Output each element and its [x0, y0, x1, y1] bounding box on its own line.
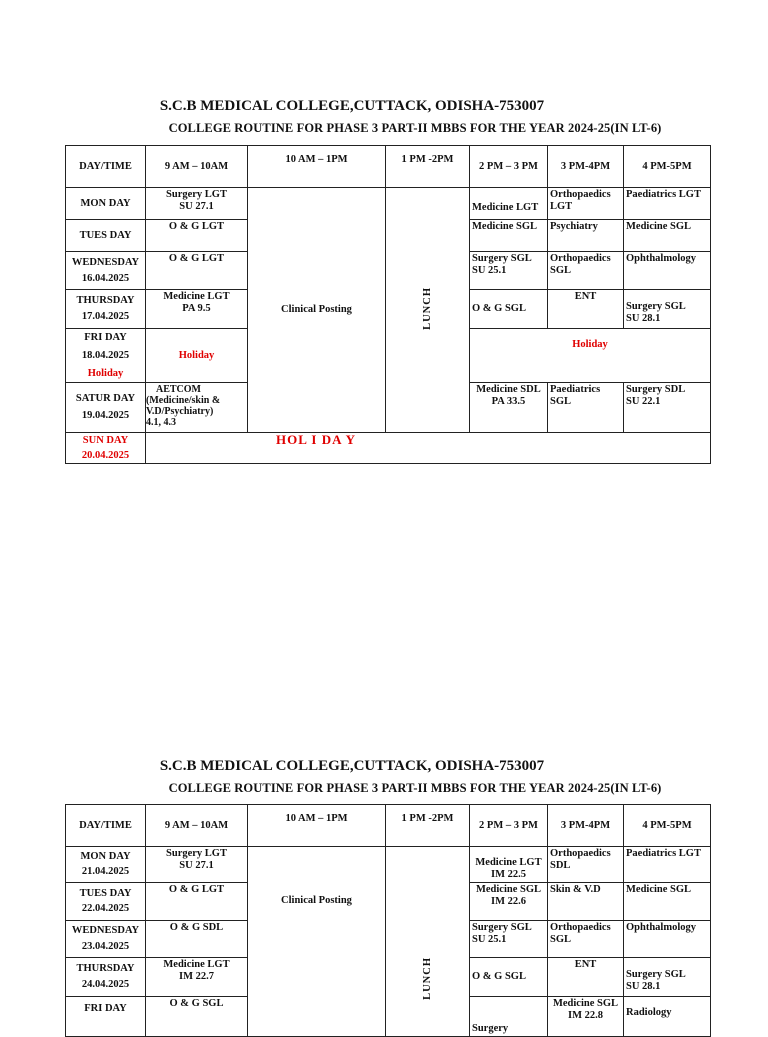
- class-name: O & G SGL: [472, 303, 526, 314]
- class-name: Surgery LGT: [166, 848, 227, 859]
- header-slot-5: 3 PM-4PM: [548, 805, 624, 847]
- class-cell: [624, 997, 711, 1037]
- row-sunday: [66, 433, 711, 464]
- class-name: O & G LGT: [168, 884, 225, 895]
- lunch-label: LUNCH: [421, 957, 433, 1000]
- header-daytime: DAY/TIME: [66, 146, 146, 188]
- class-code: SU 27.1: [179, 201, 214, 212]
- class-code: PA 33.5: [491, 396, 526, 407]
- class-name: Orthopaedics SGL: [550, 253, 611, 276]
- class-name: Medicine SGL: [626, 884, 692, 895]
- header-row: [66, 146, 711, 188]
- class-cell: [624, 383, 711, 433]
- class-name: Medicine LGT: [472, 202, 539, 213]
- clinical-posting-label: Clinical Posting: [281, 304, 352, 315]
- class-name: Medicine SGL: [626, 221, 692, 232]
- class-name: Surgery SGL: [472, 922, 532, 933]
- class-cell: [548, 958, 624, 997]
- day-cell: [66, 188, 146, 220]
- class-code: SU 25.1: [472, 934, 507, 945]
- day-cell: [66, 921, 146, 958]
- class-cell: [624, 188, 711, 220]
- class-code: IM 22.7: [179, 971, 214, 982]
- class-cell: [470, 383, 548, 433]
- class-name: AETCOM: [156, 384, 201, 395]
- class-code: SU 22.1: [626, 396, 661, 407]
- day-cell: [66, 958, 146, 997]
- class-cell: [624, 847, 711, 883]
- holiday-cell: [146, 329, 248, 383]
- class-name: O & G LGT: [168, 221, 225, 232]
- class-name: O & G SGL: [169, 998, 224, 1009]
- day-date: 16.04.2025: [81, 272, 130, 284]
- class-name: Medicine SGL: [552, 998, 619, 1009]
- class-cell: [470, 883, 548, 921]
- class-name: Ophthalmology: [626, 922, 697, 933]
- day-date: 21.04.2025: [81, 866, 130, 877]
- header-slot-6: 4 PM-5PM: [624, 805, 711, 847]
- class-name: Paediatrics LGT: [626, 848, 701, 859]
- class-cell: [548, 847, 624, 883]
- class-name: Surgery SGL: [626, 968, 686, 980]
- class-code: SU 25.1: [472, 265, 507, 276]
- class-cell: [548, 883, 624, 921]
- class-cell: [548, 921, 624, 958]
- day-label: SUN DAY: [82, 434, 129, 446]
- class-name: O & G SGL: [472, 971, 526, 982]
- routine-subtitle: COLLEGE ROUTINE FOR PHASE 3 PART-II MBBS FOR THE YEAR 2024-25(IN LT-6): [168, 781, 662, 795]
- day-cell: [66, 252, 146, 290]
- class-cell: [548, 188, 624, 220]
- class-name: Surgery SDL: [626, 384, 686, 395]
- class-cell: [146, 958, 248, 997]
- header-slot-1: 9 AM – 10AM: [146, 146, 248, 188]
- class-name: Skin & V.D: [550, 884, 601, 895]
- header-slot-3: 1 PM -2PM: [386, 146, 470, 188]
- class-cell: [624, 220, 711, 252]
- routine-subtitle: COLLEGE ROUTINE FOR PHASE 3 PART-II MBBS FOR THE YEAR 2024-25(IN LT-6): [168, 121, 662, 135]
- holiday-label: Holiday: [572, 339, 608, 350]
- day-cell: [66, 847, 146, 883]
- header-slot-4: 2 PM – 3 PM: [470, 146, 548, 188]
- class-cell: [624, 921, 711, 958]
- header-slot-4: 2 PM – 3 PM: [470, 805, 548, 847]
- class-name: Orthopaedics LGT: [550, 189, 611, 212]
- header-slot-2: 10 AM – 1PM: [248, 146, 386, 188]
- class-cell: [624, 290, 711, 329]
- header-slot-2: 10 AM – 1PM: [248, 805, 386, 847]
- class-name: Medicine LGT: [163, 291, 230, 302]
- holiday-afternoon-cell: [470, 329, 711, 383]
- class-cell: [146, 220, 248, 252]
- class-name: Medicine SDL: [476, 384, 541, 395]
- day-date: 17.04.2025: [81, 311, 130, 322]
- day-label: THURSDAY: [76, 963, 135, 974]
- class-name: O & G SDL: [169, 922, 224, 933]
- day-label: WEDNESDAY: [71, 256, 140, 268]
- class-cell: [146, 290, 248, 329]
- class-name: ENT: [574, 959, 597, 970]
- class-cell: [548, 290, 624, 329]
- class-name: Medicine LGT: [163, 959, 230, 970]
- class-name: Paediatrics SGL: [550, 384, 601, 407]
- class-detail: (Medicine/skin & V.D/Psychiatry): [146, 395, 221, 417]
- clinical-posting-cell: [248, 188, 386, 433]
- day-label: FRI DAY: [84, 1003, 127, 1014]
- class-cell: [548, 997, 624, 1037]
- header-slot-3: 1 PM -2PM: [386, 805, 470, 847]
- day-cell: [66, 290, 146, 329]
- class-name: O & G LGT: [168, 253, 225, 264]
- sunday-holiday-label: HOL I DA Y: [276, 432, 356, 447]
- header-slot-6: 4 PM-5PM: [624, 146, 711, 188]
- class-cell: [470, 252, 548, 290]
- class-name: ENT: [574, 291, 597, 302]
- day-date: 24.04.2025: [81, 979, 130, 990]
- class-code: IM 22.5: [491, 869, 526, 880]
- class-name: Surgery LGT: [166, 189, 227, 200]
- college-title: S.C.B MEDICAL COLLEGE,CUTTACK, ODISHA-753007: [159, 98, 545, 114]
- row-monday: [66, 847, 711, 883]
- day-date: 22.04.2025: [81, 903, 130, 914]
- class-cell: [624, 252, 711, 290]
- day-label: WEDNESDAY: [71, 925, 140, 936]
- class-cell: [146, 188, 248, 220]
- class-cell: [470, 290, 548, 329]
- header-daytime: DAY/TIME: [66, 805, 146, 847]
- day-cell: [66, 383, 146, 433]
- class-name: Orthopaedics SDL: [550, 848, 611, 871]
- class-code: IM 22.8: [568, 1010, 603, 1021]
- class-code: 4.1, 4.3: [146, 417, 176, 428]
- class-cell: [470, 997, 548, 1037]
- day-label: THURSDAY: [76, 295, 135, 306]
- header-row: [66, 805, 711, 847]
- class-cell: [146, 383, 248, 433]
- day-cell: [66, 220, 146, 252]
- class-name: Surgery SGL: [472, 253, 532, 264]
- class-cell: [548, 220, 624, 252]
- class-name: Ophthalmology: [626, 253, 697, 264]
- class-cell: [548, 383, 624, 433]
- clinical-posting-cell: [248, 847, 386, 1037]
- class-name: Paediatrics LGT: [626, 189, 701, 200]
- day-cell: [66, 329, 146, 383]
- class-name: Psychiatry: [550, 221, 598, 232]
- holiday-note: Holiday: [87, 367, 124, 379]
- class-cell: [146, 252, 248, 290]
- lunch-cell: [386, 847, 470, 1037]
- class-cell: [470, 188, 548, 220]
- day-cell: [66, 883, 146, 921]
- class-code: SU 28.1: [626, 312, 661, 324]
- class-code: PA 9.5: [182, 303, 211, 314]
- day-date: 23.04.2025: [81, 941, 130, 952]
- day-date: 20.04.2025: [81, 449, 130, 461]
- day-label: MON DAY: [80, 197, 131, 209]
- day-label: SATUR DAY: [75, 393, 136, 404]
- class-cell: [470, 921, 548, 958]
- class-name: Medicine SGL: [472, 221, 538, 232]
- day-cell: [66, 433, 146, 464]
- day-label: TUES DAY: [79, 229, 132, 241]
- routine-table-2: [65, 804, 711, 1037]
- routine-table-1: [65, 145, 711, 464]
- sunday-holiday-cell: [146, 433, 711, 464]
- day-label: MON DAY: [80, 851, 131, 862]
- header-slot-1: 9 AM – 10AM: [146, 805, 248, 847]
- clinical-posting-label: Clinical Posting: [281, 895, 352, 906]
- header-slot-5: 3 PM-4PM: [548, 146, 624, 188]
- day-label: FRI DAY: [84, 331, 127, 343]
- class-name: Surgery SGL: [626, 300, 686, 312]
- college-title: S.C.B MEDICAL COLLEGE,CUTTACK, ODISHA-753007: [159, 758, 545, 774]
- day-label: TUES DAY: [79, 888, 132, 899]
- class-name: Radiology: [626, 1007, 672, 1018]
- class-cell: [146, 997, 248, 1037]
- day-cell: [66, 997, 146, 1037]
- class-cell: [146, 921, 248, 958]
- class-name: Surgery: [472, 1023, 509, 1034]
- row-monday: [66, 188, 711, 220]
- class-code: SU 28.1: [626, 980, 661, 992]
- class-cell: [470, 847, 548, 883]
- day-date: 19.04.2025: [81, 410, 130, 421]
- class-cell: [470, 958, 548, 997]
- class-cell: [146, 847, 248, 883]
- lunch-cell: [386, 188, 470, 433]
- class-cell: [624, 958, 711, 997]
- class-cell: [146, 883, 248, 921]
- holiday-label: Holiday: [178, 349, 215, 361]
- lunch-label: LUNCH: [421, 286, 433, 330]
- class-code: IM 22.6: [491, 896, 526, 907]
- class-name: Medicine SGL: [475, 884, 542, 895]
- class-name: Medicine LGT: [475, 857, 542, 868]
- class-name: Orthopaedics SGL: [550, 922, 611, 945]
- day-date: 18.04.2025: [81, 349, 130, 361]
- class-cell: [470, 220, 548, 252]
- class-cell: [548, 252, 624, 290]
- class-cell: [624, 883, 711, 921]
- class-code: SU 27.1: [179, 860, 214, 871]
